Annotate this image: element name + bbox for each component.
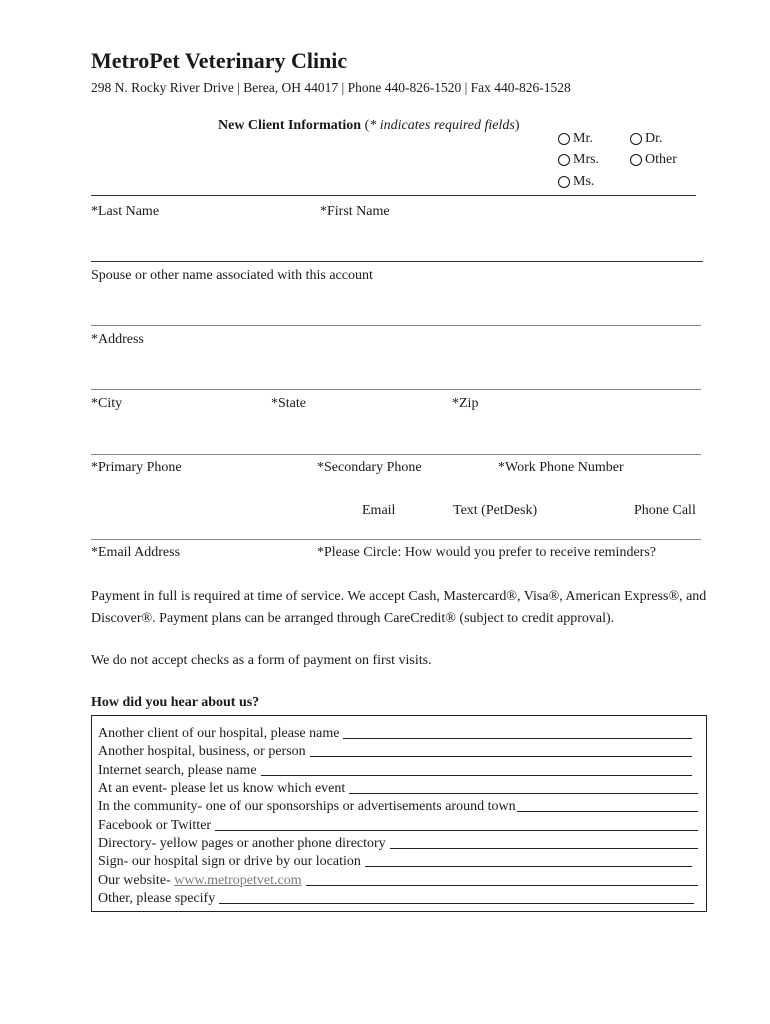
state-label: *State <box>271 396 306 411</box>
referral-box <box>91 715 707 912</box>
reminder-phone-option[interactable]: Phone Call <box>634 503 696 518</box>
first-name-label: *First Name <box>320 204 390 219</box>
salutation-other-radio[interactable]: Other <box>630 152 677 168</box>
section-title-text: New Client Information <box>218 118 362 133</box>
payment-paragraph: Payment in full is required at time of service. We accept Cash, Mastercard®, Visa®, American Express®, and Discover®. Payment plans can be arranged through CareCredit® (subject to credit approval). <box>91 589 707 626</box>
referral-option[interactable]: Our website- www.metropetvet.com <box>98 871 698 889</box>
address-label: *Address <box>91 332 144 347</box>
website-link[interactable]: www.metropetvet.com <box>174 873 302 888</box>
city-label: *City <box>91 396 123 411</box>
referral-option-line[interactable] <box>310 756 692 757</box>
referral-option-line[interactable] <box>306 885 698 886</box>
section-title: New Client Information (* indicates required fields) <box>218 118 520 133</box>
radio-circle-icon <box>558 133 570 145</box>
referral-title: How did you hear about us? <box>91 695 260 710</box>
referral-option-line[interactable] <box>390 848 698 849</box>
radio-circle-icon <box>558 154 570 166</box>
referral-option-line[interactable] <box>349 793 698 794</box>
salutation-dr-radio[interactable]: Dr. <box>630 131 663 147</box>
phone-input-line[interactable] <box>91 539 701 540</box>
reminder-text-option[interactable]: Text (PetDesk) <box>453 503 538 518</box>
referral-option-line[interactable] <box>261 775 692 776</box>
referral-option[interactable]: Directory- yellow pages or another phone directory <box>98 834 698 852</box>
referral-option-line[interactable] <box>365 866 692 867</box>
referral-option[interactable]: Another hospital, business, or person <box>98 742 692 760</box>
referral-option-line[interactable] <box>343 738 692 739</box>
referral-option[interactable]: Sign- our hospital sign or drive by our location <box>98 852 692 870</box>
radio-circle-icon <box>558 176 570 188</box>
referral-option[interactable]: Internet search, please name <box>98 761 692 779</box>
clinic-address: 298 N. Rocky River Drive | Berea, OH 44017 | Phone 440-826-1520 | Fax 440-826-1528 <box>91 80 571 95</box>
work-phone-label: *Work Phone Number <box>498 460 624 475</box>
spouse-label: Spouse or other name associated with this account <box>91 268 373 283</box>
divider <box>91 195 696 196</box>
radio-circle-icon <box>630 154 642 166</box>
required-note: * indicates required fields <box>369 118 515 133</box>
address-input-line[interactable] <box>91 389 701 390</box>
secondary-phone-label: *Secondary Phone <box>317 460 422 475</box>
salutation-mrs-radio[interactable]: Mrs. <box>558 152 599 168</box>
checks-note: We do not accept checks as a form of payment on first visits. <box>91 653 432 668</box>
primary-phone-label: *Primary Phone <box>91 460 182 475</box>
referral-option-line[interactable] <box>517 811 698 812</box>
salutation-ms-radio[interactable]: Ms. <box>558 174 594 190</box>
spouse-input-line[interactable] <box>91 325 701 326</box>
referral-option[interactable]: In the community- one of our sponsorships or advertisements around town <box>98 797 698 815</box>
referral-option[interactable]: At an event- please let us know which event <box>98 779 698 797</box>
name-input-line[interactable] <box>91 261 703 262</box>
reminder-prompt: *Please Circle: How would you prefer to receive reminders? <box>317 545 656 560</box>
salutation-mr-radio[interactable]: Mr. <box>558 131 593 147</box>
radio-circle-icon <box>630 133 642 145</box>
referral-option-line[interactable] <box>219 903 694 904</box>
referral-option[interactable]: Another client of our hospital, please name <box>98 724 692 742</box>
referral-option-line[interactable] <box>215 830 698 831</box>
zip-label: *Zip <box>452 396 479 411</box>
clinic-name: MetroPet Veterinary Clinic <box>91 48 348 73</box>
reminder-email-option[interactable]: Email <box>362 503 396 518</box>
referral-option[interactable]: Facebook or Twitter <box>98 816 698 834</box>
referral-option[interactable]: Other, please specify <box>98 889 694 907</box>
last-name-label: *Last Name <box>91 204 160 219</box>
email-address-label: *Email Address <box>91 545 181 560</box>
city-state-zip-input-line[interactable] <box>91 454 701 455</box>
